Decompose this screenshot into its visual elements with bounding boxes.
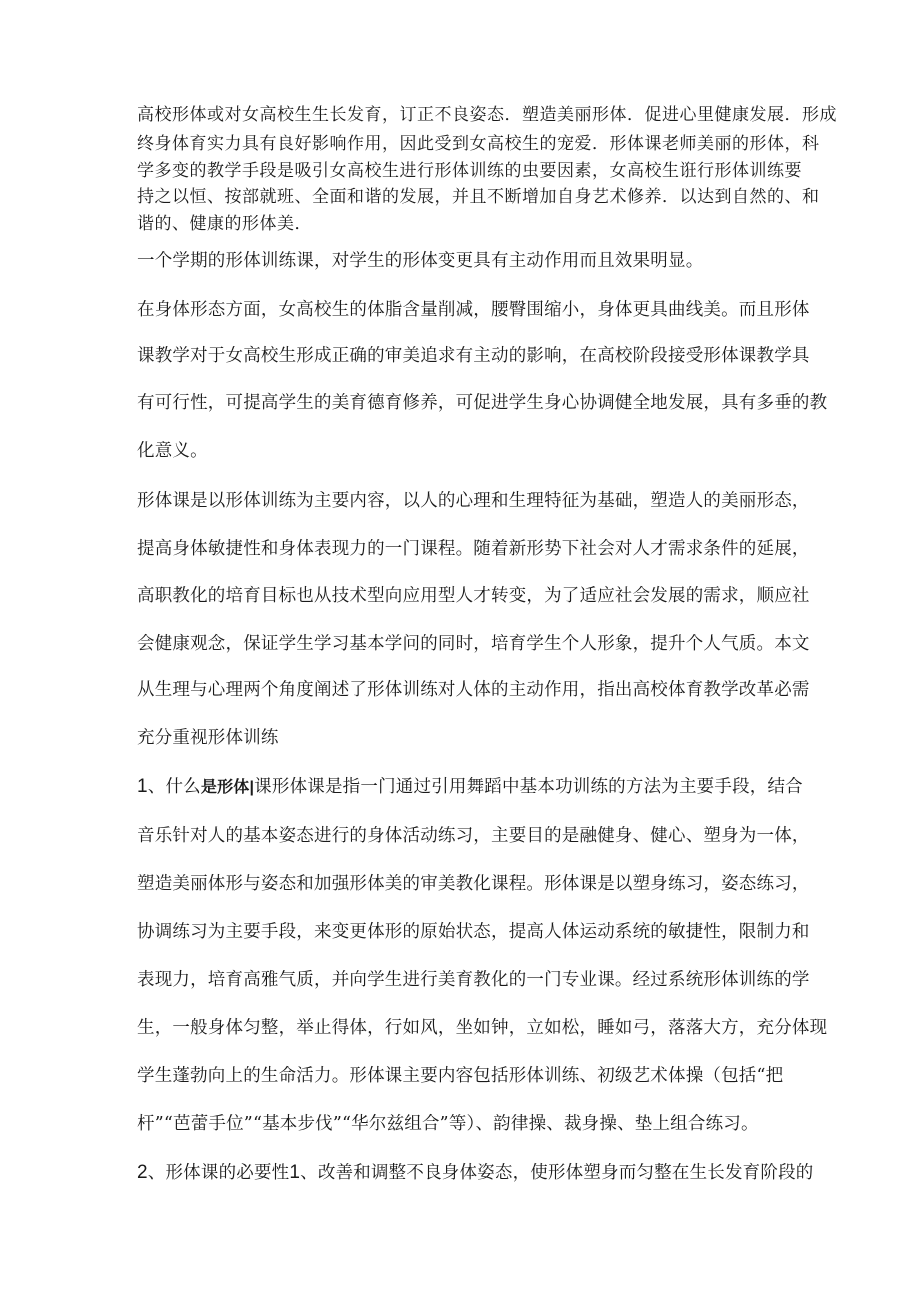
paragraph-5-line-7: 学生蓬勃向上的生命活力。形体课主要内容包括形体训练、初级艺术体操（包括“把 [137, 1066, 784, 1086]
paragraph-4-line-2: 提高身体敏捷性和身体表现力的一门课程。随着新形势下社会对人才需求条件的延展， [137, 539, 810, 559]
subsection-1-number: 1 [289, 1162, 301, 1183]
paragraph-5-line-4: 协调练习为主要手段，来变更体形的原始状态，提高人体运动系统的敏捷性，限制力和 [137, 922, 810, 942]
paragraph-3-line-4: 化意义。 [137, 441, 208, 461]
section-2-number: 2 [137, 1162, 148, 1183]
paragraph-3-line-1: 在身体形态方面，女高校生的体脂含量削减，腰臀围缩小，身体更具曲线美。而且形体 [137, 300, 810, 320]
section-2-title: 、形体课的必要性 [147, 1163, 290, 1183]
paragraph-5-line-6: 生，一般身体匀整，举止得体，行如风，坐如钟，立如松，睡如弓，落落大方，充分体现 [137, 1018, 828, 1038]
paragraph-4-line-5: 从生理与心理两个角度阐述了形体训练对人体的主动作用，指出高校体育教学改革必需 [137, 680, 810, 700]
paragraph-4-line-4: 会健康观念，保证学生学习基本学问的同时，培育学生个人形象，提升个人气质。本文 [137, 634, 810, 654]
subsection-1-text: 、改善和调整不良身体姿态，使形体塑身而匀整在生长发育阶段的 [300, 1163, 814, 1183]
paragraph-4-line-6: 充分重视形体训练 [137, 728, 279, 748]
paragraph-1-line-3: 学多变的教学手段是吸引女高校生进行形体训练的虫要因素，女高校生诳行形体训练要 [137, 161, 802, 181]
section-1-text-b: 课形体课是指一门通过引用舞蹈中基本功训练的方法为主要手段，结合 [254, 777, 803, 797]
section-1-heading-line [137, 776, 803, 799]
section-2-heading-line [137, 1162, 813, 1184]
paragraph-5-line-3: 塑造美丽体形与姿态和加强形体美的审美教化课程。形体课是以塑身练习，姿态练习， [137, 874, 810, 894]
paragraph-2-line-1: 一个学期的形体训练课，对学生的形体变更具有主动作用而且效果明显。 [137, 251, 704, 271]
paragraph-5-line-2: 音乐针对人的基本姿态进行的身体活动练习，主要目的是融健身、健心、塑身为一体， [137, 826, 810, 846]
paragraph-4-line-3: 高职教化的培育目标也从技术型向应用型人才转变，为了适应社会发展的需求，顺应社 [137, 586, 810, 606]
paragraph-5-line-8: 杆”“芭蕾手位”“基本步伐”“华尔兹组合”等）、韵律操、裁身操、垫上组合练习。 [137, 1114, 759, 1134]
section-1-number: 1 [137, 776, 148, 797]
paragraph-1-line-1: 高校形体或对女高校生生长发育，订正不良姿态．塑造美丽形体．促进心里健康发展．形成 [137, 105, 837, 125]
paragraph-4-line-1: 形体课是以形体训练为主要内容，以人的心理和生理特征为基础，塑造人的美丽形态， [137, 491, 810, 511]
section-1-text-a: 、什么 [147, 777, 201, 797]
paragraph-3-line-2: 课教学对于女高校生形成正确的审美追求有主动的影响，在高校阶段接受形体课教学具 [137, 346, 810, 366]
paragraph-1-line-2: 终身体育实力具有良好影响作用，因此受到女高校生的宠爱．形体课老师美丽的形体，科 [137, 134, 820, 154]
section-1-bold-term: 是形体| [200, 779, 255, 796]
paragraph-3-line-3: 有可行性，可提高学生的美育德育修养，可促进学生身心协调健全地发展，具有多垂的教 [137, 393, 828, 413]
paragraph-1-line-4: 持之以恒、按部就班、全面和谐的发展，并且不断增加自身艺术修养．以达到自然的、和 [137, 187, 820, 207]
paragraph-1-line-5: 谐的、健康的形体美． [137, 214, 312, 234]
paragraph-5-line-5: 表现力，培育高雅气质，并向学生进行美育教化的一门专业课。经过系统形体训练的学 [137, 970, 810, 990]
